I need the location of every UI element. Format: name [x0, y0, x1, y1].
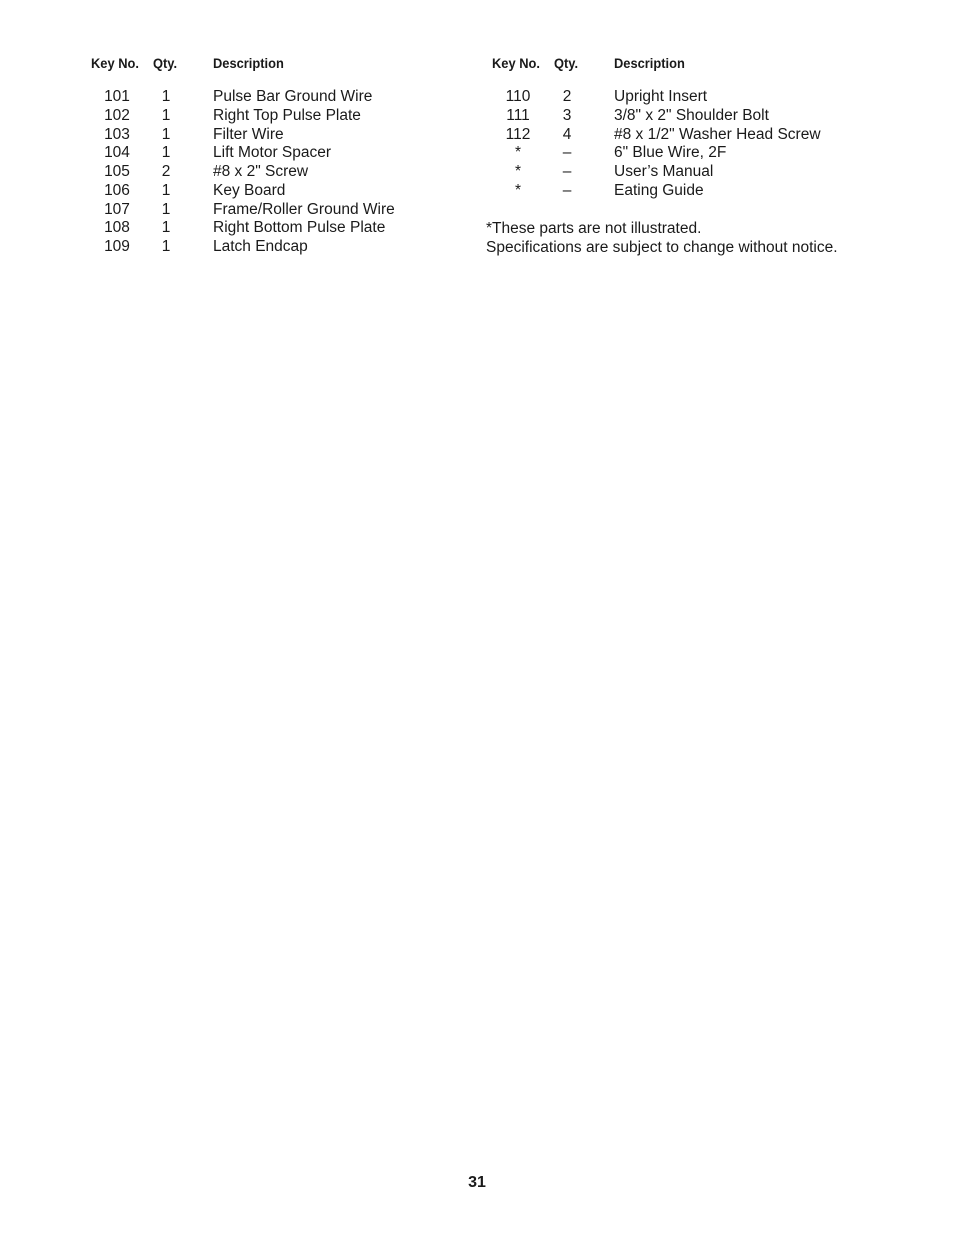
part-description: Lift Motor Spacer: [213, 144, 332, 162]
part-description: Key Board: [213, 181, 286, 199]
key-number: 110: [505, 88, 531, 105]
key-number: 108: [104, 219, 130, 237]
quantity: 3: [562, 106, 572, 124]
table-row: [0, 163, 954, 182]
quantity: 1: [161, 181, 171, 199]
part-description: 6" Blue Wire, 2F: [614, 144, 727, 162]
part-description: Eating Guide: [614, 181, 704, 199]
right-header-key-no: Key No.: [492, 55, 540, 71]
quantity: –: [562, 163, 572, 180]
quantity: 1: [161, 144, 171, 162]
table-row: [0, 107, 954, 126]
key-number: 109: [104, 238, 130, 255]
right-header-description: Description: [614, 55, 685, 71]
key-number: 102: [104, 106, 130, 124]
quantity: 1: [161, 200, 171, 218]
right-parts-list: [0, 88, 954, 201]
part-description: Frame/Roller Ground Wire: [213, 200, 395, 218]
key-number: *: [514, 163, 522, 180]
quantity: 1: [161, 106, 171, 124]
part-description: Upright Insert: [614, 88, 708, 105]
left-header-qty: Qty.: [153, 55, 178, 71]
table-row: [0, 182, 954, 201]
not-illustrated-note: *These parts are not illustrated.: [486, 220, 702, 237]
quantity: 1: [161, 88, 171, 105]
key-number: 111: [506, 106, 530, 124]
part-description: #8 x 1/2" Washer Head Screw: [614, 125, 821, 143]
part-description: Filter Wire: [213, 125, 284, 143]
quantity: 1: [161, 219, 171, 237]
quantity: 1: [161, 125, 171, 143]
specifications-note: Specifications are subject to change without notice.: [486, 239, 838, 256]
part-description: Right Bottom Pulse Plate: [213, 219, 386, 237]
part-description: 3/8" x 2" Shoulder Bolt: [614, 106, 769, 124]
footnotes: [486, 219, 838, 257]
left-header-key-no: Key No.: [91, 55, 139, 71]
part-description: Right Top Pulse Plate: [213, 106, 361, 124]
key-number: *: [514, 181, 522, 199]
table-row: [0, 201, 470, 220]
quantity: 1: [161, 238, 171, 255]
table-row: [0, 144, 954, 163]
key-number: 106: [104, 181, 130, 199]
key-number: 112: [505, 125, 531, 143]
part-description: #8 x 2" Screw: [213, 163, 309, 180]
part-description: Pulse Bar Ground Wire: [213, 88, 373, 105]
quantity: 2: [161, 163, 171, 180]
key-number: 105: [104, 163, 130, 180]
key-number: 104: [104, 144, 130, 162]
right-header-qty: Qty.: [554, 55, 579, 71]
part-description: User’s Manual: [614, 163, 714, 180]
table-row: [0, 126, 954, 145]
page-number: 31: [468, 1174, 486, 1191]
quantity: 4: [562, 125, 572, 143]
key-number: 103: [104, 125, 130, 143]
part-description: Latch Endcap: [213, 238, 308, 255]
quantity: 2: [562, 88, 572, 105]
quantity: –: [562, 181, 572, 199]
table-row: [0, 238, 470, 257]
quantity: –: [562, 144, 572, 162]
key-number: 107: [104, 200, 130, 218]
key-number: *: [514, 144, 522, 162]
table-row: [0, 219, 470, 238]
table-row: [0, 88, 954, 107]
left-header-description: Description: [213, 55, 284, 71]
key-number: 101: [104, 88, 130, 105]
